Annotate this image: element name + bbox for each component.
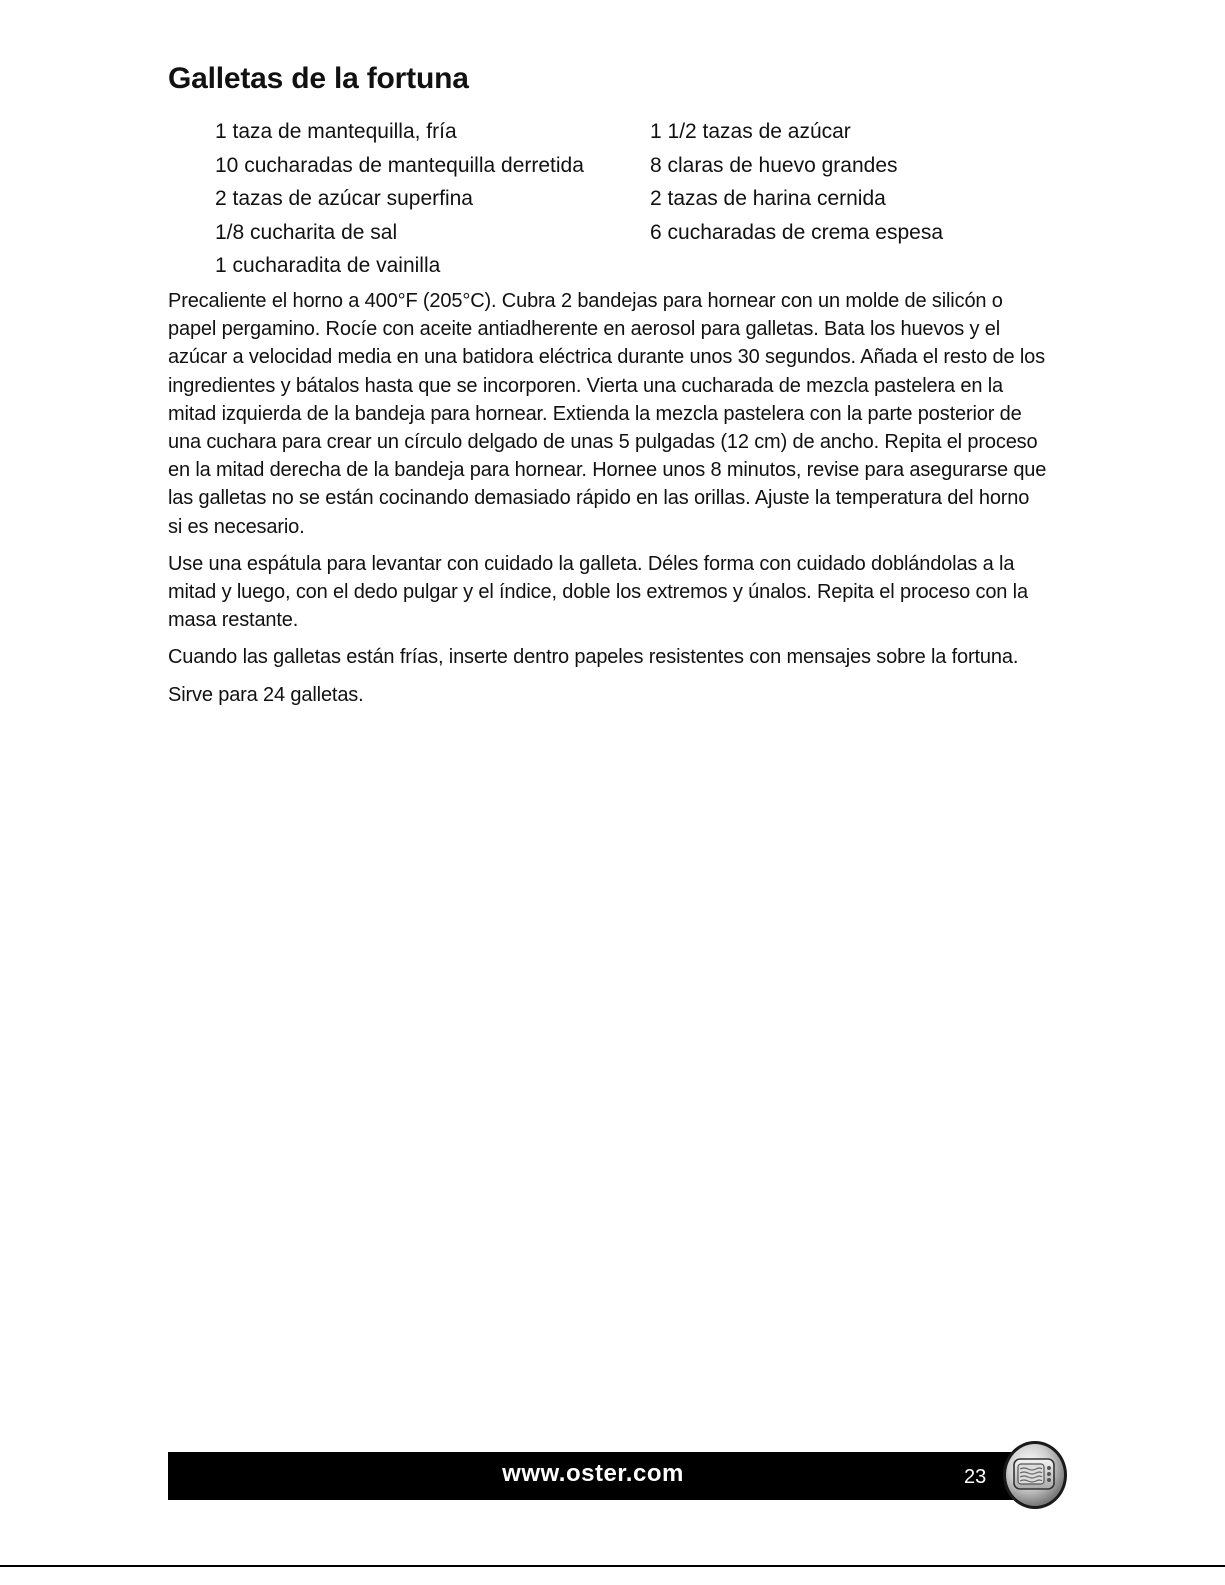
ingredient-item: 2 tazas de harina cernida xyxy=(650,187,886,210)
footer-url: www.oster.com xyxy=(502,1460,684,1487)
instructions xyxy=(168,287,1048,718)
page-number: 23 xyxy=(964,1466,987,1488)
ingredients-list-right xyxy=(650,115,943,249)
page-bottom-rule xyxy=(0,1565,1225,1567)
ingredient-item: 1/8 cucharita de sal xyxy=(215,220,398,244)
footer-bar xyxy=(168,1452,1018,1500)
instruction-paragraph: Precaliente el horno a 400°F (205°C). Cubra 2 bandejas para hornear con un molde de silicón o papel pergamino. Rocíe con aceite antiadherente en aerosol para galletas. Bata los huevos y el azúcar a velocidad media en una batidora eléctrica durante unos 30 segundos. Añada el resto de los ingredientes y bátalos hasta que se incorporen. Vierta una cucharada de mezcla pastelera en la mitad izquierda de la bandeja para hornear. Extienda la mezcla pastelera con la parte posterior de una cuchara para crear un círculo delgado de unas 5 pulgadas (12 cm) de ancho. Repita el proceso en la mitad derecha de la bandeja para hornear. Hornee unos 8 minutos, revise para asegurarse que las galletas no se están cocinando demasiado rápido en las orillas. Ajuste la temperatura del horno si es necesario. xyxy=(168,290,1047,538)
ingredient-item: 8 claras de huevo grandes xyxy=(650,153,898,177)
instruction-paragraph: Sirve para 24 galletas. xyxy=(168,683,364,706)
ingredient-item: 2 tazas de azúcar superfina xyxy=(215,187,473,210)
ingredient-item: 1 taza de mantequilla, fría xyxy=(215,120,457,143)
ingredients-list-left xyxy=(215,115,584,283)
instruction-paragraph: Use una espátula para levantar con cuidado la galleta. Déles forma con cuidado doblándolas a la mitad y luego, con el dedo pulgar y el índice, doble los extremos y únalos. Repita el proceso con la masa restante. xyxy=(168,552,1028,632)
ingredient-item: 6 cucharadas de crema espesa xyxy=(650,220,944,244)
toaster-oven-icon xyxy=(1001,1439,1069,1511)
ingredient-item: 1 1/2 tazas de azúcar xyxy=(650,120,851,143)
ingredient-item: 1 cucharadita de vainilla xyxy=(215,254,441,277)
instruction-paragraph: Cuando las galletas están frías, inserte dentro papeles resistentes con mensajes sobre la fortuna. xyxy=(168,646,1019,669)
ingredient-item: 10 cucharadas de mantequilla derretida xyxy=(215,153,584,177)
recipe-title: Galletas de la fortuna xyxy=(168,62,469,95)
